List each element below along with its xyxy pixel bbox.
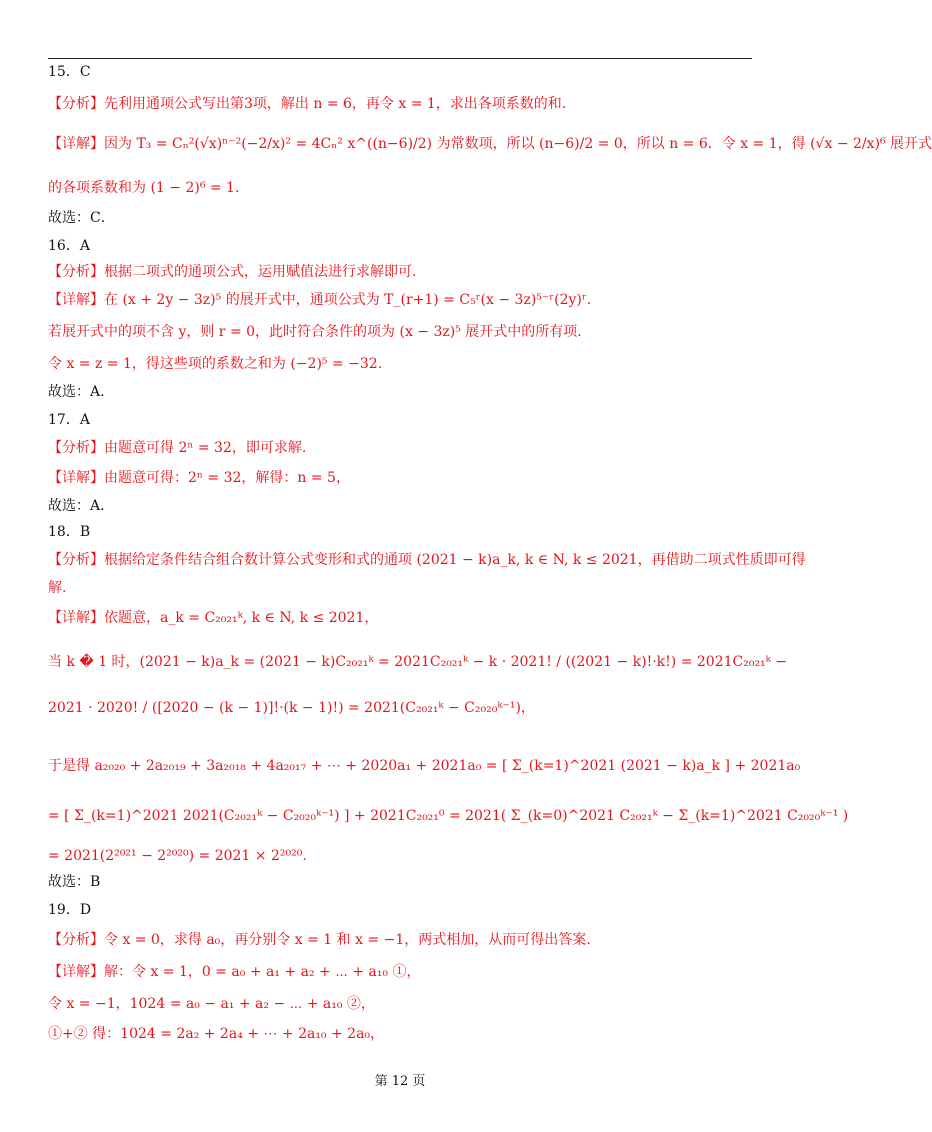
- solution-line: = [ Σ_(k=1)^2021 2021(C₂₀₂₁ᵏ − C₂₀₂₀ᵏ⁻¹) ] + 2021C₂₀₂₁⁰ = 2021( Σ_(k=0)^2021 C₂₀₂₁ᵏ − Σ_(k=1)^2021 C₂₀₂₀ᵏ⁻¹ ): [48, 808, 849, 824]
- solution-line: 【详解】解：令 x = 1，0 = a₀ + a₁ + a₂ + ⋯ + a₁₀ ①，: [48, 964, 421, 980]
- solution-line: 当 k � 1 时，(2021 − k)a_k = (2021 − k)C₂₀₂₁ᵏ = 2021C₂₀₂₁ᵏ − k · 2021! / ((2021 − k)!·k!) = 2021C₂₀₂₁ᵏ −: [48, 654, 787, 670]
- answer-line: 18．B: [48, 524, 91, 540]
- conclusion-line: 故选：B: [48, 874, 101, 890]
- analysis-line: 【分析】由题意可得 2ⁿ = 32，即可求解.: [48, 440, 307, 456]
- analysis-line: 【分析】根据给定条件结合组合数计算公式变形和式的通项 (2021 − k)a_k, k ∈ N, k ≤ 2021，再借助二项式性质即可得: [48, 552, 806, 568]
- solution-line: 令 x = −1，1024 = a₀ − a₁ + a₂ − ⋯ + a₁₀ ②，: [48, 996, 375, 1012]
- page-number: 第 12 页: [374, 1074, 426, 1089]
- solution-line: = 2021(2²⁰²¹ − 2²⁰²⁰) = 2021 × 2²⁰²⁰.: [48, 848, 307, 864]
- solution-line: 令 x = z = 1，得这些项的系数之和为 (−2)⁵ = −32.: [48, 356, 383, 372]
- conclusion-line: 故选：A.: [48, 498, 105, 514]
- solution-line: 【详解】因为 T₃ = Cₙ²(√x)ⁿ⁻²(−2/x)² = 4Cₙ² x^((n−6)/2) 为常数项，所以 (n−6)/2 = 0，所以 n = 6．令 x = 1，得 (√x − 2/x)⁶ 展开式: [48, 136, 932, 152]
- solution-line: 2021 · 2020! / ([2020 − (k − 1)]!·(k − 1)!) = 2021(C₂₀₂₁ᵏ − C₂₀₂₀ᵏ⁻¹)，: [48, 700, 535, 716]
- answer-line: 16．A: [48, 238, 90, 254]
- answer-line: 15．C: [48, 64, 91, 80]
- solution-line: 【详解】在 (x + 2y − 3z)⁵ 的展开式中，通项公式为 T_(r+1) = C₅ʳ(x − 3z)⁵⁻ʳ(2y)ʳ.: [48, 292, 592, 308]
- analysis-line: 【分析】先利用通项公式写出第3项，解出 n = 6，再令 x = 1，求出各项系数的和.: [48, 96, 567, 112]
- solution-line: 【详解】由题意可得：2ⁿ = 32，解得：n = 5，: [48, 470, 350, 486]
- solution-line: ①+② 得：1024 = 2a₂ + 2a₄ + ⋯ + 2a₁₀ + 2a₀，: [48, 1026, 385, 1042]
- conclusion-line: 故选：A.: [48, 384, 105, 400]
- solution-line: 的各项系数和为 (1 − 2)⁶ = 1．: [48, 180, 249, 196]
- header-rule: [48, 58, 752, 59]
- analysis-line: 【分析】令 x = 0，求得 a₀，再分别令 x = 1 和 x = −1，两式相加，从而可得出答案.: [48, 932, 591, 948]
- conclusion-line: 故选：C．: [48, 210, 115, 226]
- solution-line: 【详解】依题意，a_k = C₂₀₂₁ᵏ, k ∈ N, k ≤ 2021，: [48, 610, 379, 626]
- solution-line: 于是得 a₂₀₂₀ + 2a₂₀₁₉ + 3a₂₀₁₈ + 4a₂₀₁₇ + ⋯ + 2020a₁ + 2021a₀ = [ Σ_(k=1)^2021 (2021 − k)a_k ] + 2021a₀: [48, 758, 801, 774]
- analysis-line: 【分析】根据二项式的通项公式，运用赋值法进行求解即可.: [48, 264, 417, 280]
- answer-line: 19．D: [48, 902, 92, 918]
- solution-line: 若展开式中的项不含 y，则 r = 0，此时符合条件的项为 (x − 3z)⁵ 展开式中的所有项.: [48, 324, 582, 340]
- analysis-line: 解.: [48, 580, 67, 596]
- answer-line: 17．A: [48, 412, 90, 428]
